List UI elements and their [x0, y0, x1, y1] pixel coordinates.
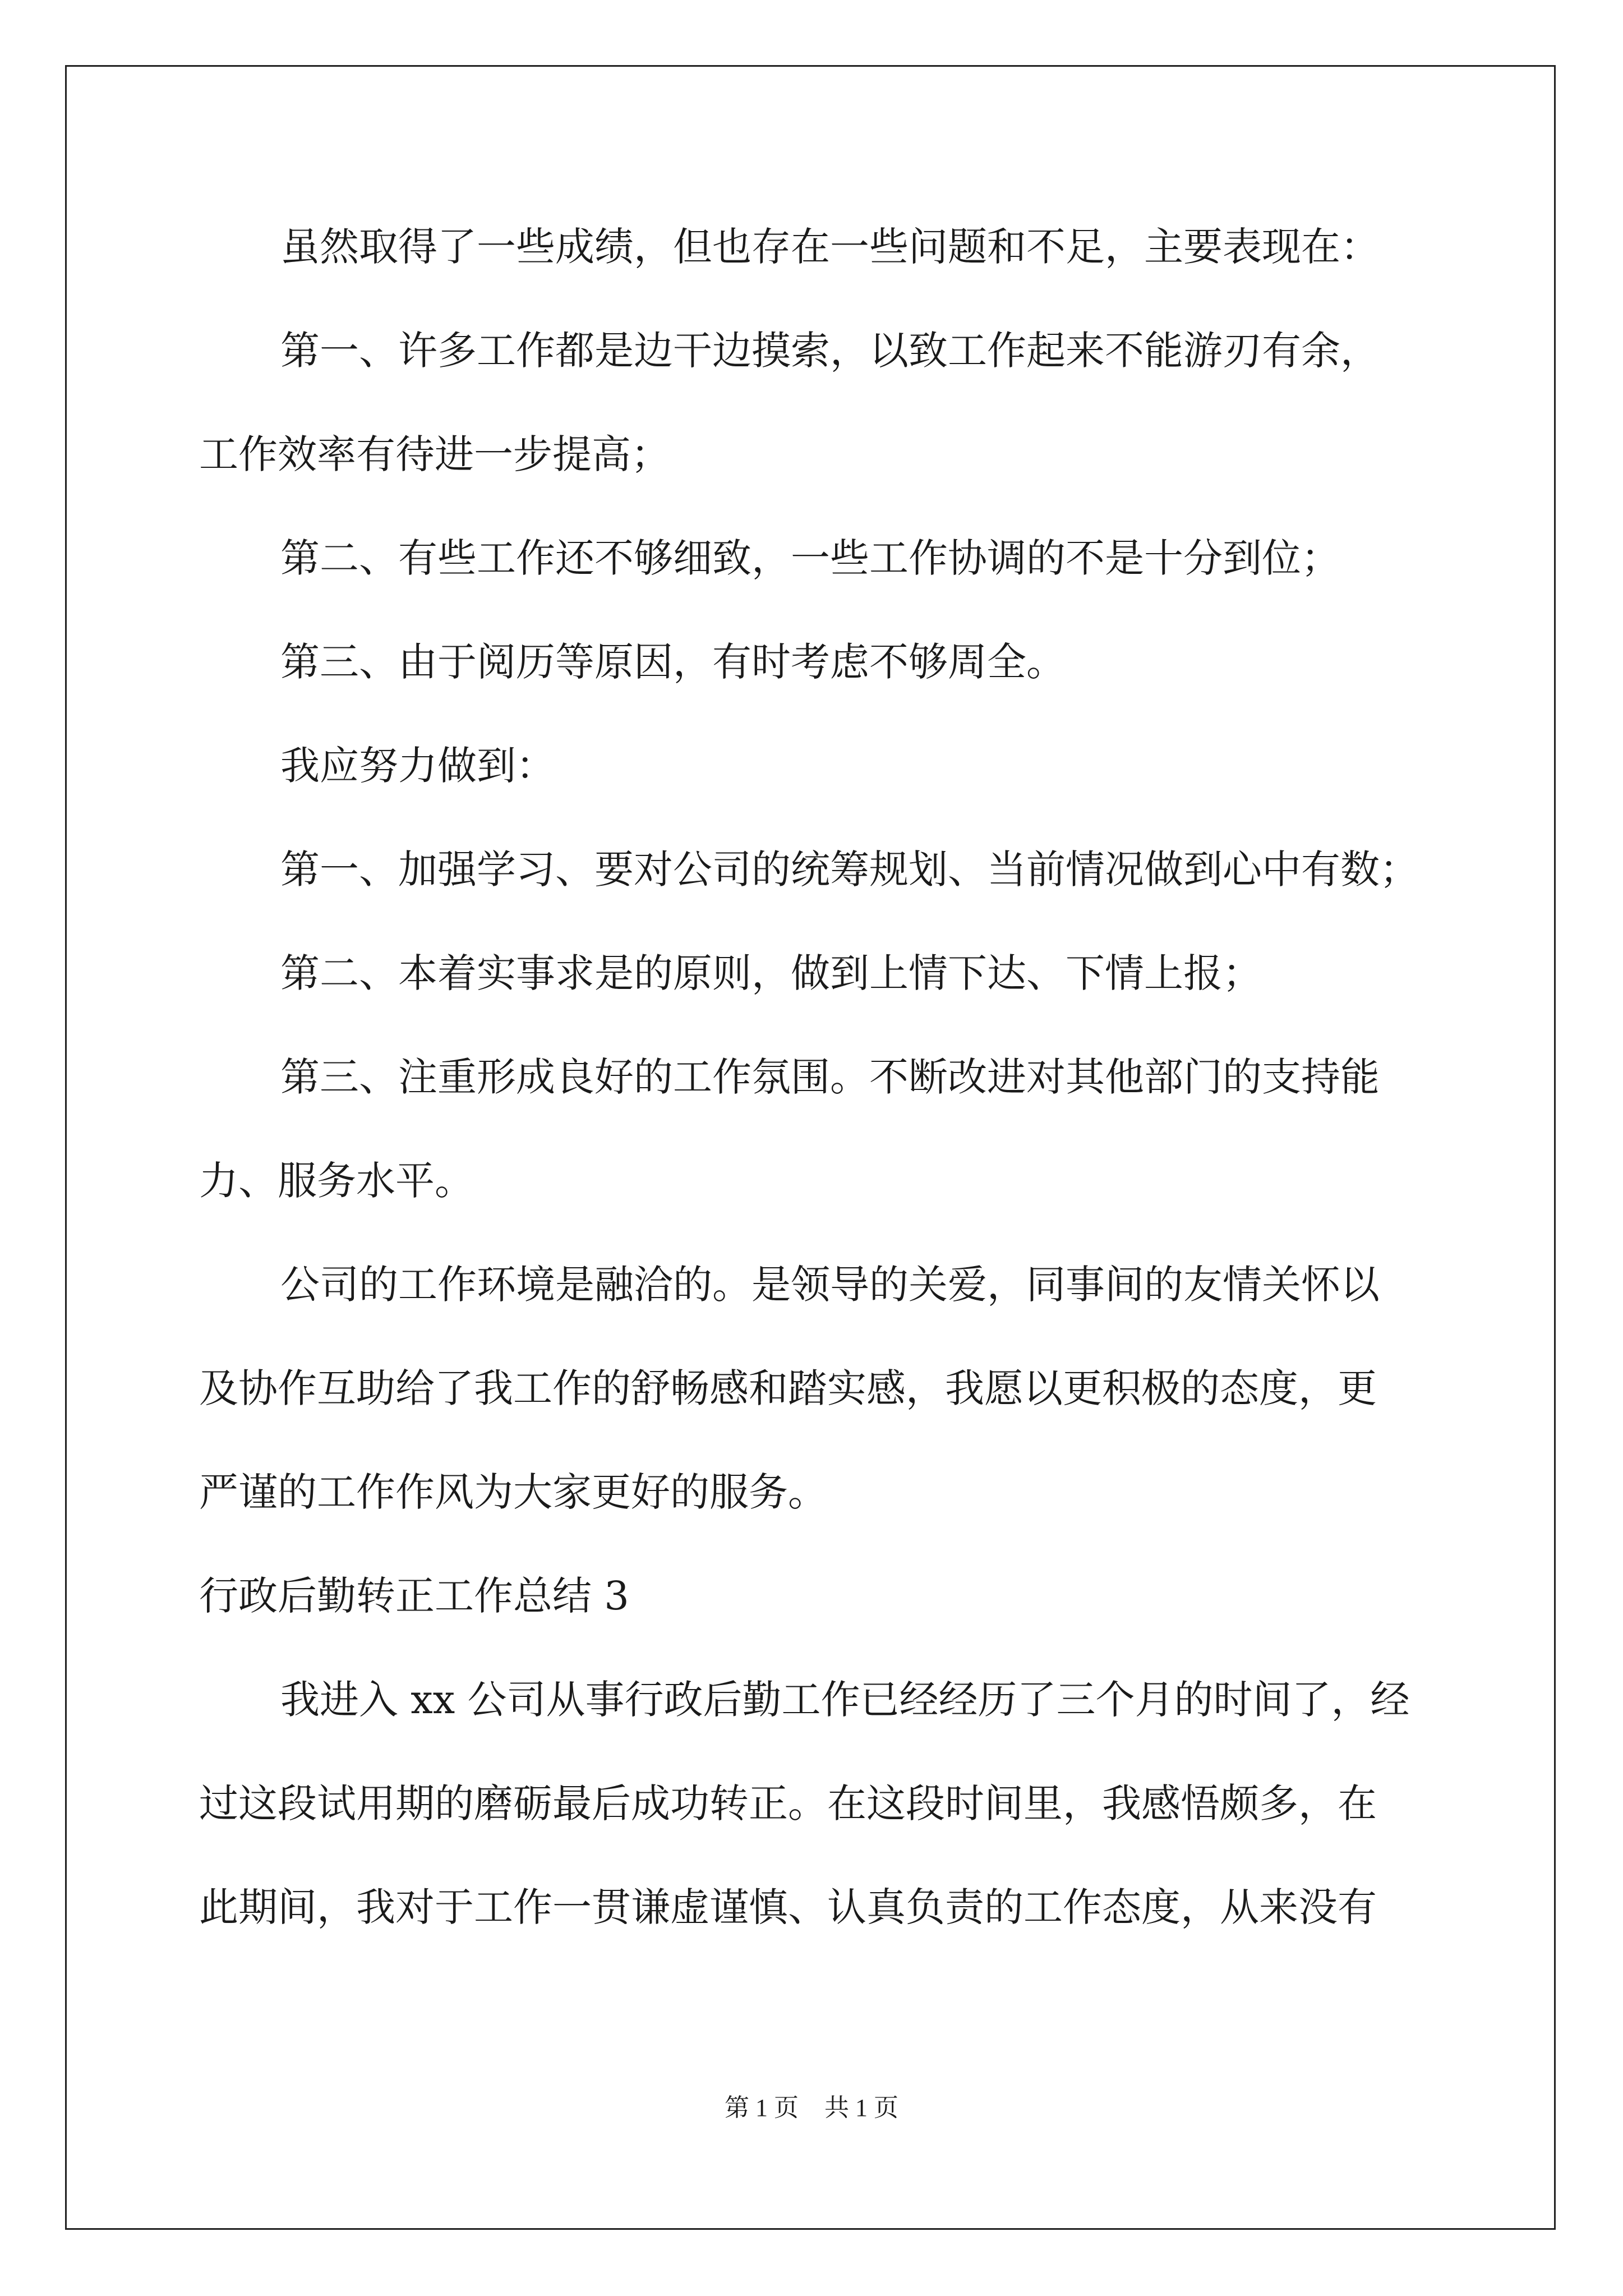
paragraph-line: 严谨的工作作风为大家更好的服务。 — [199, 1469, 827, 1515]
paragraph-line: 我应努力做到： — [280, 743, 555, 789]
paragraph-line: 力、服务水平。 — [199, 1158, 474, 1204]
paragraph-line: 及协作互助给了我工作的舒畅感和踏实感，我愿以更积极的态度，更 — [199, 1365, 1377, 1411]
paragraph-line: 我进入 xx 公司从事行政后勤工作已经经历了三个月的时间了，经 — [280, 1677, 1410, 1723]
paragraph-line: 第三、注重形成良好的工作氛围。不断改进对其他部门的支持能 — [280, 1054, 1380, 1100]
paragraph-line: 第三、由于阅历等原因，有时考虑不够周全。 — [280, 639, 1066, 685]
paragraph-line: 虽然取得了一些成绩，但也存在一些问题和不足，主要表现在： — [280, 224, 1380, 270]
section-heading: 行政后勤转正工作总结 3 — [199, 1573, 629, 1619]
paragraph-line: 第二、有些工作还不够细致，一些工作协调的不是十分到位； — [280, 535, 1340, 581]
page-number: 第 1 页 — [725, 2094, 799, 2122]
page-footer — [0, 2091, 1623, 2125]
paragraph-line: 第二、本着实事求是的原则，做到上情下达、下情上报； — [280, 950, 1262, 996]
paragraph-line: 第一、许多工作都是边干边摸索，以致工作起来不能游刃有余， — [280, 328, 1380, 374]
paragraph-line: 此期间，我对于工作一贯谦虚谨慎、认真负责的工作态度，从来没有 — [199, 1884, 1377, 1930]
paragraph-line: 工作效率有待进一步提高； — [199, 431, 670, 477]
page-total: 共 1 页 — [824, 2094, 898, 2122]
paragraph-line: 公司的工作环境是融洽的。是领导的关爱，同事间的友情关怀以 — [280, 1262, 1380, 1308]
paragraph-line: 第一、加强学习、要对公司的统筹规划、当前情况做到心中有数； — [280, 846, 1419, 892]
paragraph-line: 过这段试用期的磨砺最后成功转正。在这段时间里，我感悟颇多，在 — [199, 1780, 1377, 1826]
